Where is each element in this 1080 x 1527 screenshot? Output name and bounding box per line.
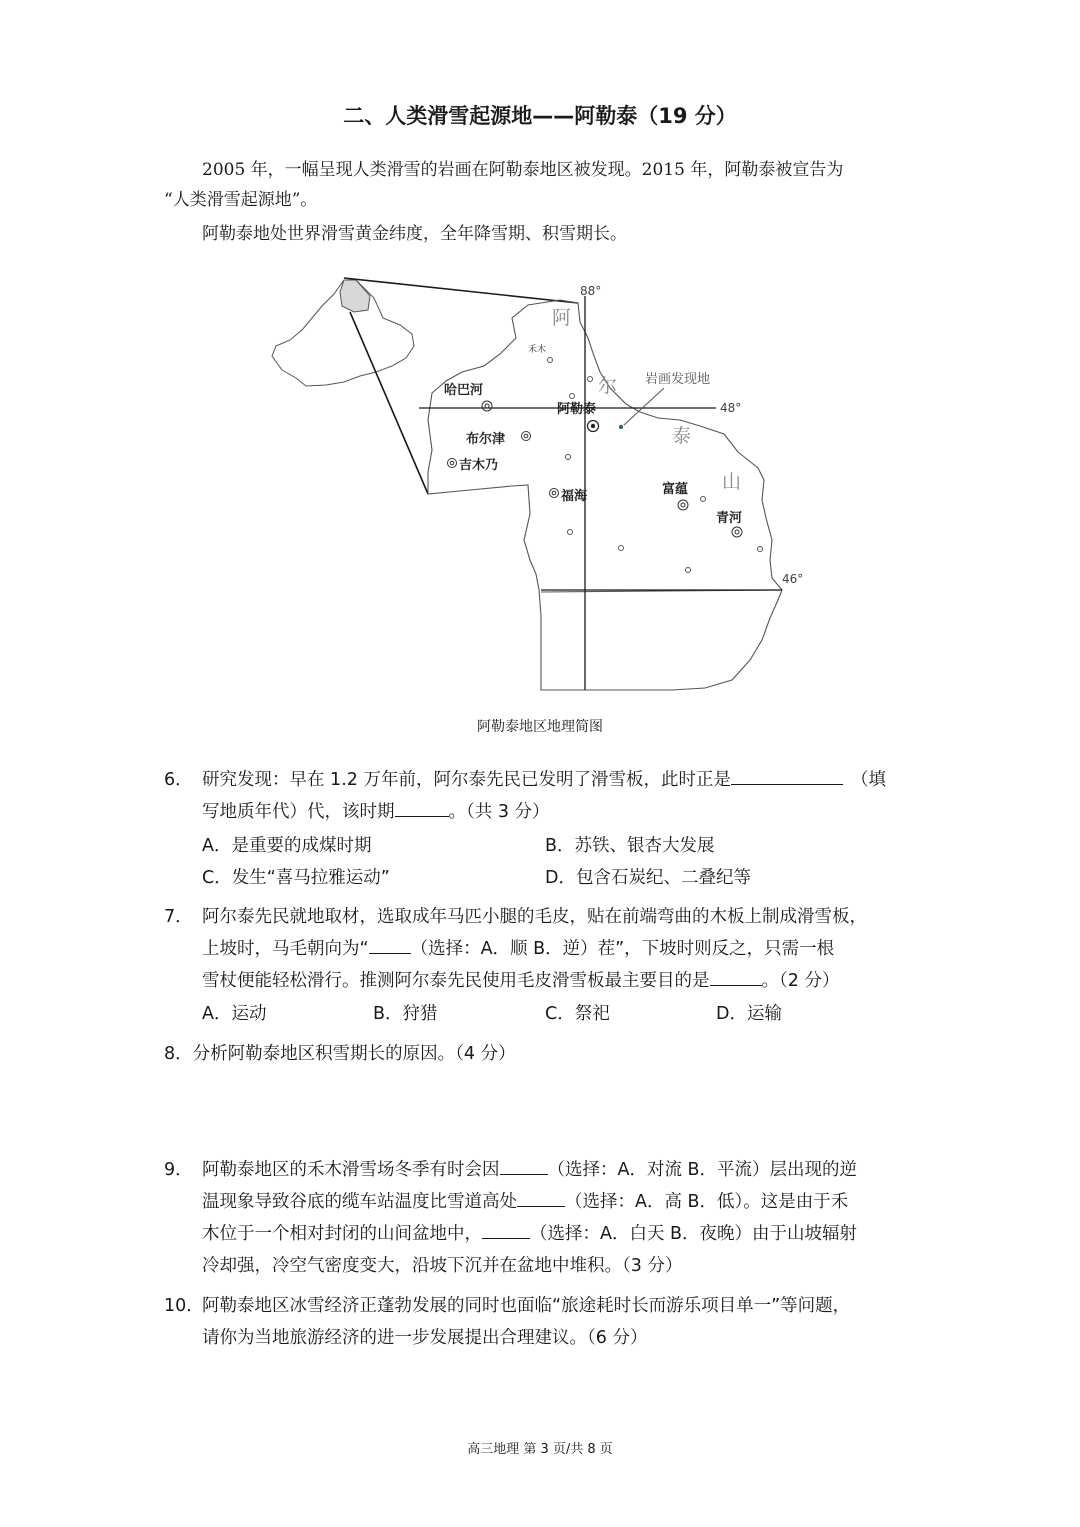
q7-option-c[interactable]: C．祭祀 bbox=[545, 1004, 610, 1024]
q6-option-d[interactable]: D．包含石炭纪、二叠纪等 bbox=[545, 868, 751, 888]
mountain-char-4: 山 bbox=[722, 471, 742, 493]
q6-blank-2[interactable] bbox=[395, 798, 449, 817]
petroglyph-label: 岩画发现地 bbox=[645, 372, 711, 387]
q7-line-2: 上坡时，马毛朝向为“ （选择：A．顺 B．逆）茬”，下坡时则反之，只需一根 bbox=[202, 935, 834, 963]
q8-text: 8．分析阿勒泰地区积雪期长的原因。（4 分） bbox=[164, 1044, 516, 1064]
q9-blank-3[interactable] bbox=[482, 1220, 530, 1239]
mountain-char-2: 尔 bbox=[598, 375, 618, 397]
q10-line-1: 阿勒泰地区冰雪经济正蓬勃发展的同时也面临“旅途耗时长而游乐项目单一”等问题， bbox=[202, 1296, 851, 1316]
q9-line-2: 温现象导致谷底的缆车站温度比雪道高处 （选择：A．高 B．低）。这是由于禾 bbox=[202, 1188, 848, 1216]
intro-line-3: 阿勒泰地处世界滑雪黄金纬度，全年降雪期、积雪期长。 bbox=[202, 224, 627, 244]
town-qinghe: 青河 bbox=[716, 511, 743, 526]
inset-highlight-region bbox=[340, 280, 370, 312]
town-jimunai: 吉木乃 bbox=[459, 458, 499, 473]
intro-line-2: “人类滑雪起源地”。 bbox=[164, 190, 318, 210]
q9-line-1: 阿勒泰地区的禾木滑雪场冬季有时会因 （选择：A．对流 B．平流）层出现的逆 bbox=[202, 1156, 857, 1184]
q6-line-2: 写地质年代）代，该时期 。（共 3 分） bbox=[202, 798, 550, 826]
q10-line-2: 请你为当地旅游经济的进一步发展提出合理建议。（6 分） bbox=[202, 1328, 648, 1348]
section-title: 二、人类滑雪起源地——阿勒泰（19 分） bbox=[343, 104, 737, 128]
q7-blank-1[interactable] bbox=[369, 935, 411, 954]
q9-blank-1[interactable] bbox=[500, 1156, 548, 1175]
q6-option-a[interactable]: A．是重要的成煤时期 bbox=[202, 836, 372, 856]
q7-blank-2[interactable] bbox=[710, 967, 762, 986]
q6-option-b[interactable]: B．苏铁、银杏大发展 bbox=[545, 836, 715, 856]
mountain-char-3: 泰 bbox=[672, 425, 692, 447]
q7-option-a[interactable]: A．运动 bbox=[202, 1004, 267, 1024]
q7-line-3: 雪杖便能轻松滑行。推测阿尔泰先民使用毛皮滑雪板最主要目的是 。（2 分） bbox=[202, 967, 839, 995]
q9-blank-2[interactable] bbox=[517, 1188, 565, 1207]
page-footer: 高三地理 第 3 页/共 8 页 bbox=[467, 1442, 613, 1457]
town-habahe: 哈巴河 bbox=[444, 383, 484, 398]
q6-option-c[interactable]: C．发生“喜马拉雅运动” bbox=[202, 868, 390, 888]
latitude-46-label: 46° bbox=[782, 572, 804, 586]
q7-option-b[interactable]: B．狩猎 bbox=[373, 1004, 438, 1024]
town-fuyun: 富蕴 bbox=[662, 482, 689, 497]
q7-line-1: 阿尔泰先民就地取材，选取成年马匹小腿的毛皮，贴在前端弯曲的木板上制成滑雪板， bbox=[202, 907, 867, 927]
q9-line-4: 冷却强，冷空气密度变大，沿坡下沉并在盆地中堆积。（3 分） bbox=[202, 1256, 683, 1276]
q6-line-1: 研究发现：早在 1.2 万年前，阿尔泰先民已发明了滑雪板，此时正是 （填 bbox=[202, 766, 886, 794]
q10-number: 10． bbox=[164, 1296, 204, 1316]
map-caption: 阿勒泰地区地理简图 bbox=[477, 719, 603, 735]
mountain-char-1: 阿 bbox=[552, 307, 572, 329]
q7-number: 7． bbox=[164, 907, 193, 927]
intro-line-1: 2005 年，一幅呈现人类滑雪的岩画在阿勒泰地区被发现。2015 年，阿勒泰被宣告为 bbox=[202, 160, 844, 180]
q6-blank-1[interactable] bbox=[731, 766, 843, 785]
aletai-region-outline bbox=[428, 300, 782, 690]
town-fuhai: 福海 bbox=[561, 489, 588, 504]
q6-number: 6． bbox=[164, 770, 193, 790]
petroglyph-site-marker bbox=[619, 425, 623, 429]
q9-number: 9． bbox=[164, 1160, 193, 1180]
town-hemu: 禾木 bbox=[528, 345, 547, 355]
town-buerjin: 布尔津 bbox=[466, 432, 506, 447]
city-aletai: 阿勒泰 bbox=[557, 402, 597, 417]
longitude-label: 88° bbox=[580, 284, 602, 298]
q7-option-d[interactable]: D．运输 bbox=[716, 1004, 782, 1024]
q9-line-3: 木位于一个相对封闭的山间盆地中， （选择：A．白天 B．夜晚）由于山坡辐射 bbox=[202, 1220, 857, 1248]
latitude-48-label: 48° bbox=[720, 401, 742, 415]
